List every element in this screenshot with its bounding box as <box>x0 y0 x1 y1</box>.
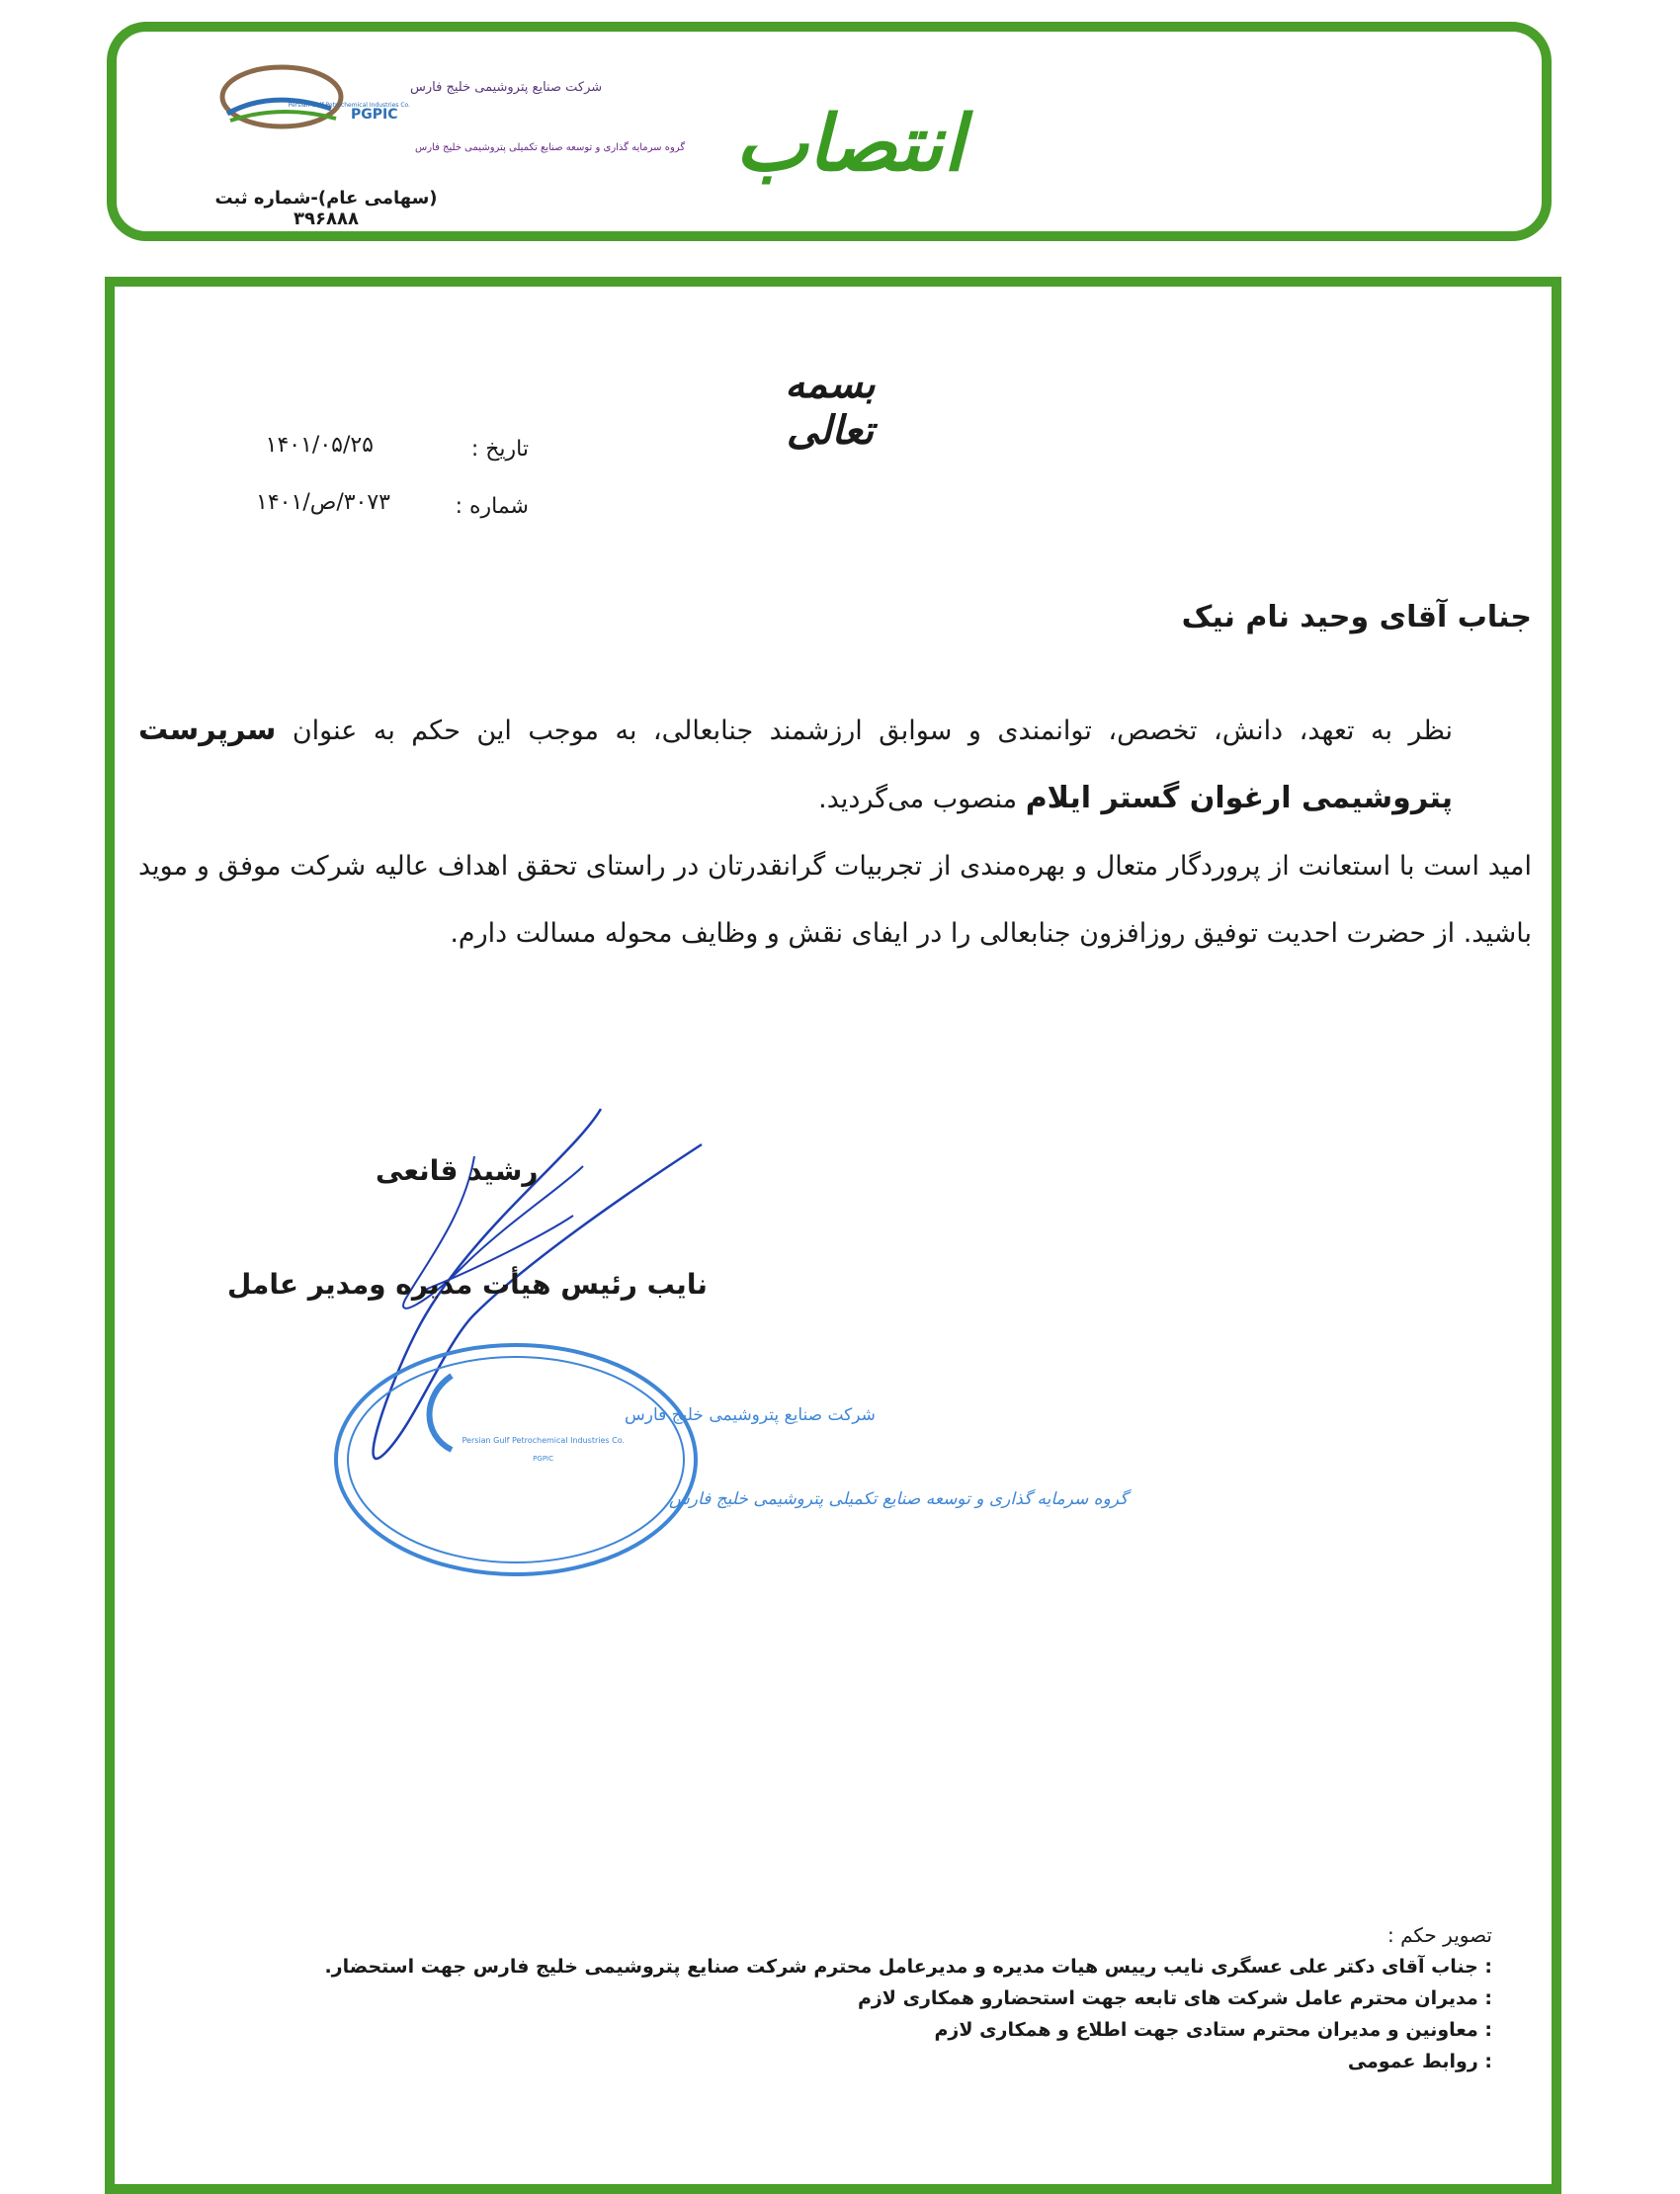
stamp-company-en: Persian Gulf Petrochemical Industries Co. <box>462 1436 625 1445</box>
appointment-position: سرپرست پتروشیمی ارغوان گستر ایلام <box>138 713 1453 815</box>
registration-text: (سهامی عام)-شماره ثبت ۳۹۶۸۸۸ <box>214 188 438 229</box>
stamp-abbreviation: PGPIC <box>533 1455 553 1463</box>
content-frame <box>105 277 1561 2194</box>
copy-title: تصویر حکم : <box>1386 1923 1492 1947</box>
signer-title: نایب رئیس هیأت مدیره ومدیر عامل <box>227 1268 708 1301</box>
copy-item: : جناب آقای دکتر علی عسگری نایب رییس هیات مدیره و مدیرعامل محترم شرکت صنایع پتروشیمی خلیج فارس جهت استحضار. <box>324 1956 1492 1978</box>
logo-company-name: شرکت صنایع پتروشیمی خلیج فارس <box>410 80 603 95</box>
number-label: شماره : <box>455 494 529 519</box>
date-label: تاریخ : <box>470 437 529 462</box>
copy-recipients <box>128 1919 1492 2077</box>
logo-company-name-en: Persian Gulf Petrochemical Industries Co. <box>288 102 410 109</box>
paragraph-1-end: منصوب می‌گردید. <box>818 784 1018 814</box>
recipient-line: جناب آقای وحید نام نیک <box>1181 600 1532 634</box>
letter-body <box>138 697 1532 968</box>
copy-item: : مدیران محترم عامل شرکت های تابعه جهت استحضارو همکاری لازم <box>857 1987 1492 2009</box>
logo-group-text: گروه سرمایه گذاری و توسعه صنایع تکمیلی پتروشیمی خلیج فارس <box>415 142 686 153</box>
stamp-group: گروه سرمایه گذاری و توسعه صنایع تکمیلی پتروشیمی خلیج فارس <box>669 1489 1129 1509</box>
copy-item: : روابط عمومی <box>1347 2051 1492 2072</box>
number-value: ۳۰۷۳/ص/۱۴۰۱ <box>256 490 390 515</box>
stamp-company: شرکت صنایع پتروشیمی خلیج فارس <box>625 1405 876 1425</box>
date-value: ۱۴۰۱/۰۵/۲۵ <box>265 433 374 458</box>
paragraph-2: امید است با استعانت از پروردگار متعال و بهره‌مندی از تجربیات گرانقدرتان در راستای تحقق اهداف عالیه شرکت موفق و موید باشید. از حضرت احدیت توفیق روزافزون جنابعالی را در ایفای نقش و وظایف محوله مسالت دارم. <box>138 851 1532 949</box>
paragraph-1 <box>138 697 1532 833</box>
logo-abbreviation: PGPIC <box>351 107 398 123</box>
paragraph-1-text: نظر به تعهد، دانش، تخصص، توانمندی و سوابق ارزشمند جنابعالی، به موجب این حکم به عنوان <box>292 716 1453 746</box>
document-title: انتصاب <box>735 99 965 189</box>
copy-item: : معاونین و مدیران محترم ستادی جهت اطلاع و همکاری لازم <box>934 2019 1492 2041</box>
signer-name: رشید قانعی <box>376 1154 539 1187</box>
company-stamp <box>328 1336 1129 1583</box>
company-logo <box>212 59 686 158</box>
invocation-heading: بسمه تعالی <box>785 361 876 454</box>
